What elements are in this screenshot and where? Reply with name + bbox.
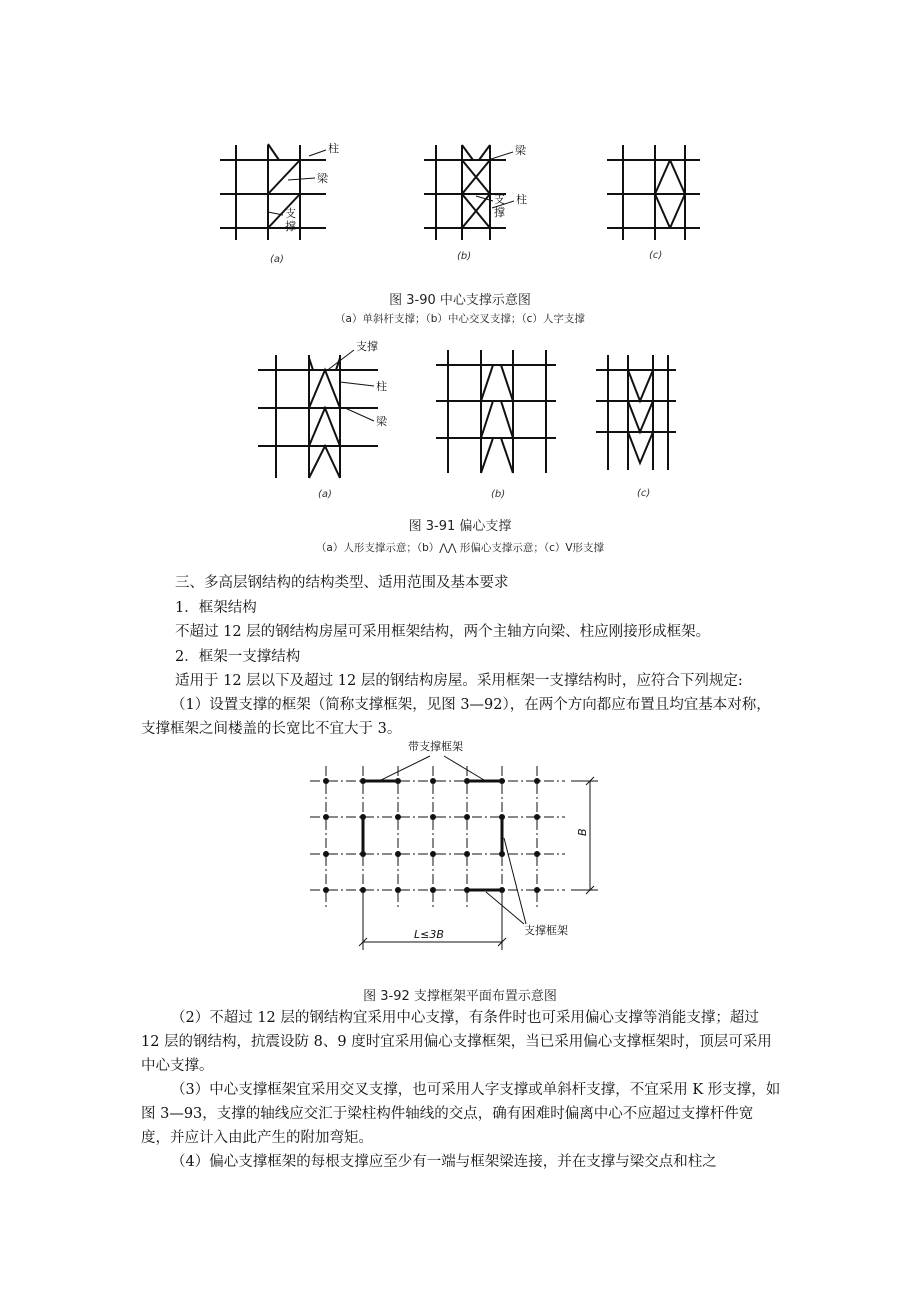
fig90a-column-label: 柱 — [328, 142, 339, 155]
fig92-node — [430, 814, 436, 820]
fig90b-braces — [462, 145, 490, 228]
fig90b-brace-label-1: 支 — [494, 193, 505, 206]
fig92-node — [534, 814, 540, 820]
rule-4: （4）偏心支撑框架的每根支撑应至少有一端与框架梁连接，并在支撑与梁交点和柱之 — [171, 1154, 717, 1170]
rule-2: （2）不超过 12 层的钢结构宜采用中心支撑，有条件时也可采用偏心支撑等消能支撑；超过 12 层的钢结构，抗震设防 8、9 度时宜采用偏心支撑框架，当已采用偏心支撑框架时，顶层可采用中心支撑。 — [141, 1010, 772, 1074]
fig92-node — [430, 851, 436, 857]
fig92-node — [395, 851, 401, 857]
fig90a-grid — [220, 145, 326, 240]
figure-3-92 — [0, 735, 920, 965]
fig92-node — [360, 887, 366, 893]
fig92-node — [323, 814, 329, 820]
fig90c-grid — [607, 145, 700, 240]
fig91-column-label: 柱 — [376, 380, 387, 393]
fig90b-column-label: 柱 — [516, 193, 527, 206]
fig92-node — [430, 778, 436, 784]
figure-3-91 — [0, 335, 920, 505]
fig92-node — [360, 851, 366, 857]
item1-heading: 1．框架结构 — [175, 600, 257, 616]
fig90a-beam-label: 梁 — [317, 172, 328, 185]
fig91c-braces — [628, 370, 653, 463]
fig92-node — [499, 778, 505, 784]
fig92-caption-title: 图 3-92 支撑框架平面布置示意图 — [363, 989, 557, 1004]
fig92-node — [464, 778, 470, 784]
fig92-node — [464, 887, 470, 893]
fig92-dim-b: B — [576, 828, 589, 836]
fig92-node — [323, 887, 329, 893]
fig91-beam-label: 梁 — [376, 415, 387, 428]
fig91-brace-label: 支撑 — [356, 340, 378, 353]
fig92-node — [430, 887, 436, 893]
fig91-sublabel-b: (b) — [491, 489, 506, 500]
fig92-node — [464, 814, 470, 820]
fig92-dim-l: L≤3B — [414, 928, 444, 941]
fig92-braced-frame-label: 带支撑框架 — [408, 740, 463, 753]
fig90b-brace-label-2: 撑 — [494, 206, 505, 219]
fig92-node — [499, 887, 505, 893]
fig91-sublabel-c: (c) — [637, 488, 651, 499]
fig91-sublabel-a: (a) — [318, 489, 332, 500]
fig92-brace-frame-label: 支撑框架 — [524, 924, 568, 937]
fig92-axis-lines — [310, 766, 565, 910]
figure-3-90 — [0, 130, 920, 270]
fig92-nodes — [323, 778, 540, 893]
fig90b-beam-label: 梁 — [515, 144, 526, 157]
fig91b-braces — [481, 365, 513, 473]
fig92-node — [323, 851, 329, 857]
fig92-node — [360, 814, 366, 820]
section-heading: 三、多高层钢结构的结构类型、适用范围及基本要求 — [175, 575, 509, 591]
fig90-sublabel-c: (c) — [649, 250, 663, 261]
fig90a-brace-label-1: 支 — [285, 207, 296, 220]
fig92-node — [464, 851, 470, 857]
item2-body: 适用于 12 层以下及超过 12 层的钢结构房屋。采用框架一支撑结构时，应符合下列规定: — [175, 673, 743, 689]
fig92-node — [534, 851, 540, 857]
fig91-caption-subtitle: （a）人形支撑示意；（b）⋀⋀ 形偏心支撑示意；（c）V形支撑 — [315, 542, 605, 554]
rule-3: （3）中心支撑框架宜采用交叉支撑，也可采用人字支撑或单斜杆支撑，不宜采用 K 形支撑，如图 3—93，支撑的轴线应交汇于梁柱构件轴线的交点，确有困难时偏离中心不应超过支撑杆件宽度，并应计入由此产生的附加弯矩。 — [141, 1082, 781, 1146]
item1-body: 不超过 12 层的钢结构房屋可采用框架结构，两个主轴方向梁、柱应刚接形成框架。 — [175, 624, 711, 640]
fig92-node — [360, 778, 366, 784]
fig92-node — [395, 778, 401, 784]
fig92-node — [323, 778, 329, 784]
fig91b-grid — [436, 350, 556, 473]
fig91a-braces — [309, 358, 340, 478]
fig90-sublabel-a: (a) — [270, 254, 284, 265]
fig92-node — [395, 814, 401, 820]
item2-heading: 2．框架一支撑结构 — [175, 649, 301, 665]
fig91-caption-title: 图 3-91 偏心支撑 — [408, 519, 512, 534]
fig90-caption-subtitle: （a）单斜杆支撑；（b）中心交叉支撑；（c）人字支撑 — [335, 313, 585, 325]
rule-1: （1）设置支撑的框架（简称支撑框架，见图 3—92），在两个方向都应布置且均宜基本对称，支撑框架之间楼盖的长宽比不宜大于 3。 — [141, 697, 771, 737]
fig90-sublabel-b: (b) — [457, 251, 472, 262]
fig92-node — [534, 887, 540, 893]
fig92-node — [499, 814, 505, 820]
fig92-node — [534, 778, 540, 784]
fig90a-brace-label-2: 撑 — [285, 220, 296, 233]
fig92-node — [395, 887, 401, 893]
fig92-node — [499, 851, 505, 857]
fig90-caption-title: 图 3-90 中心支撑示意图 — [389, 293, 531, 308]
